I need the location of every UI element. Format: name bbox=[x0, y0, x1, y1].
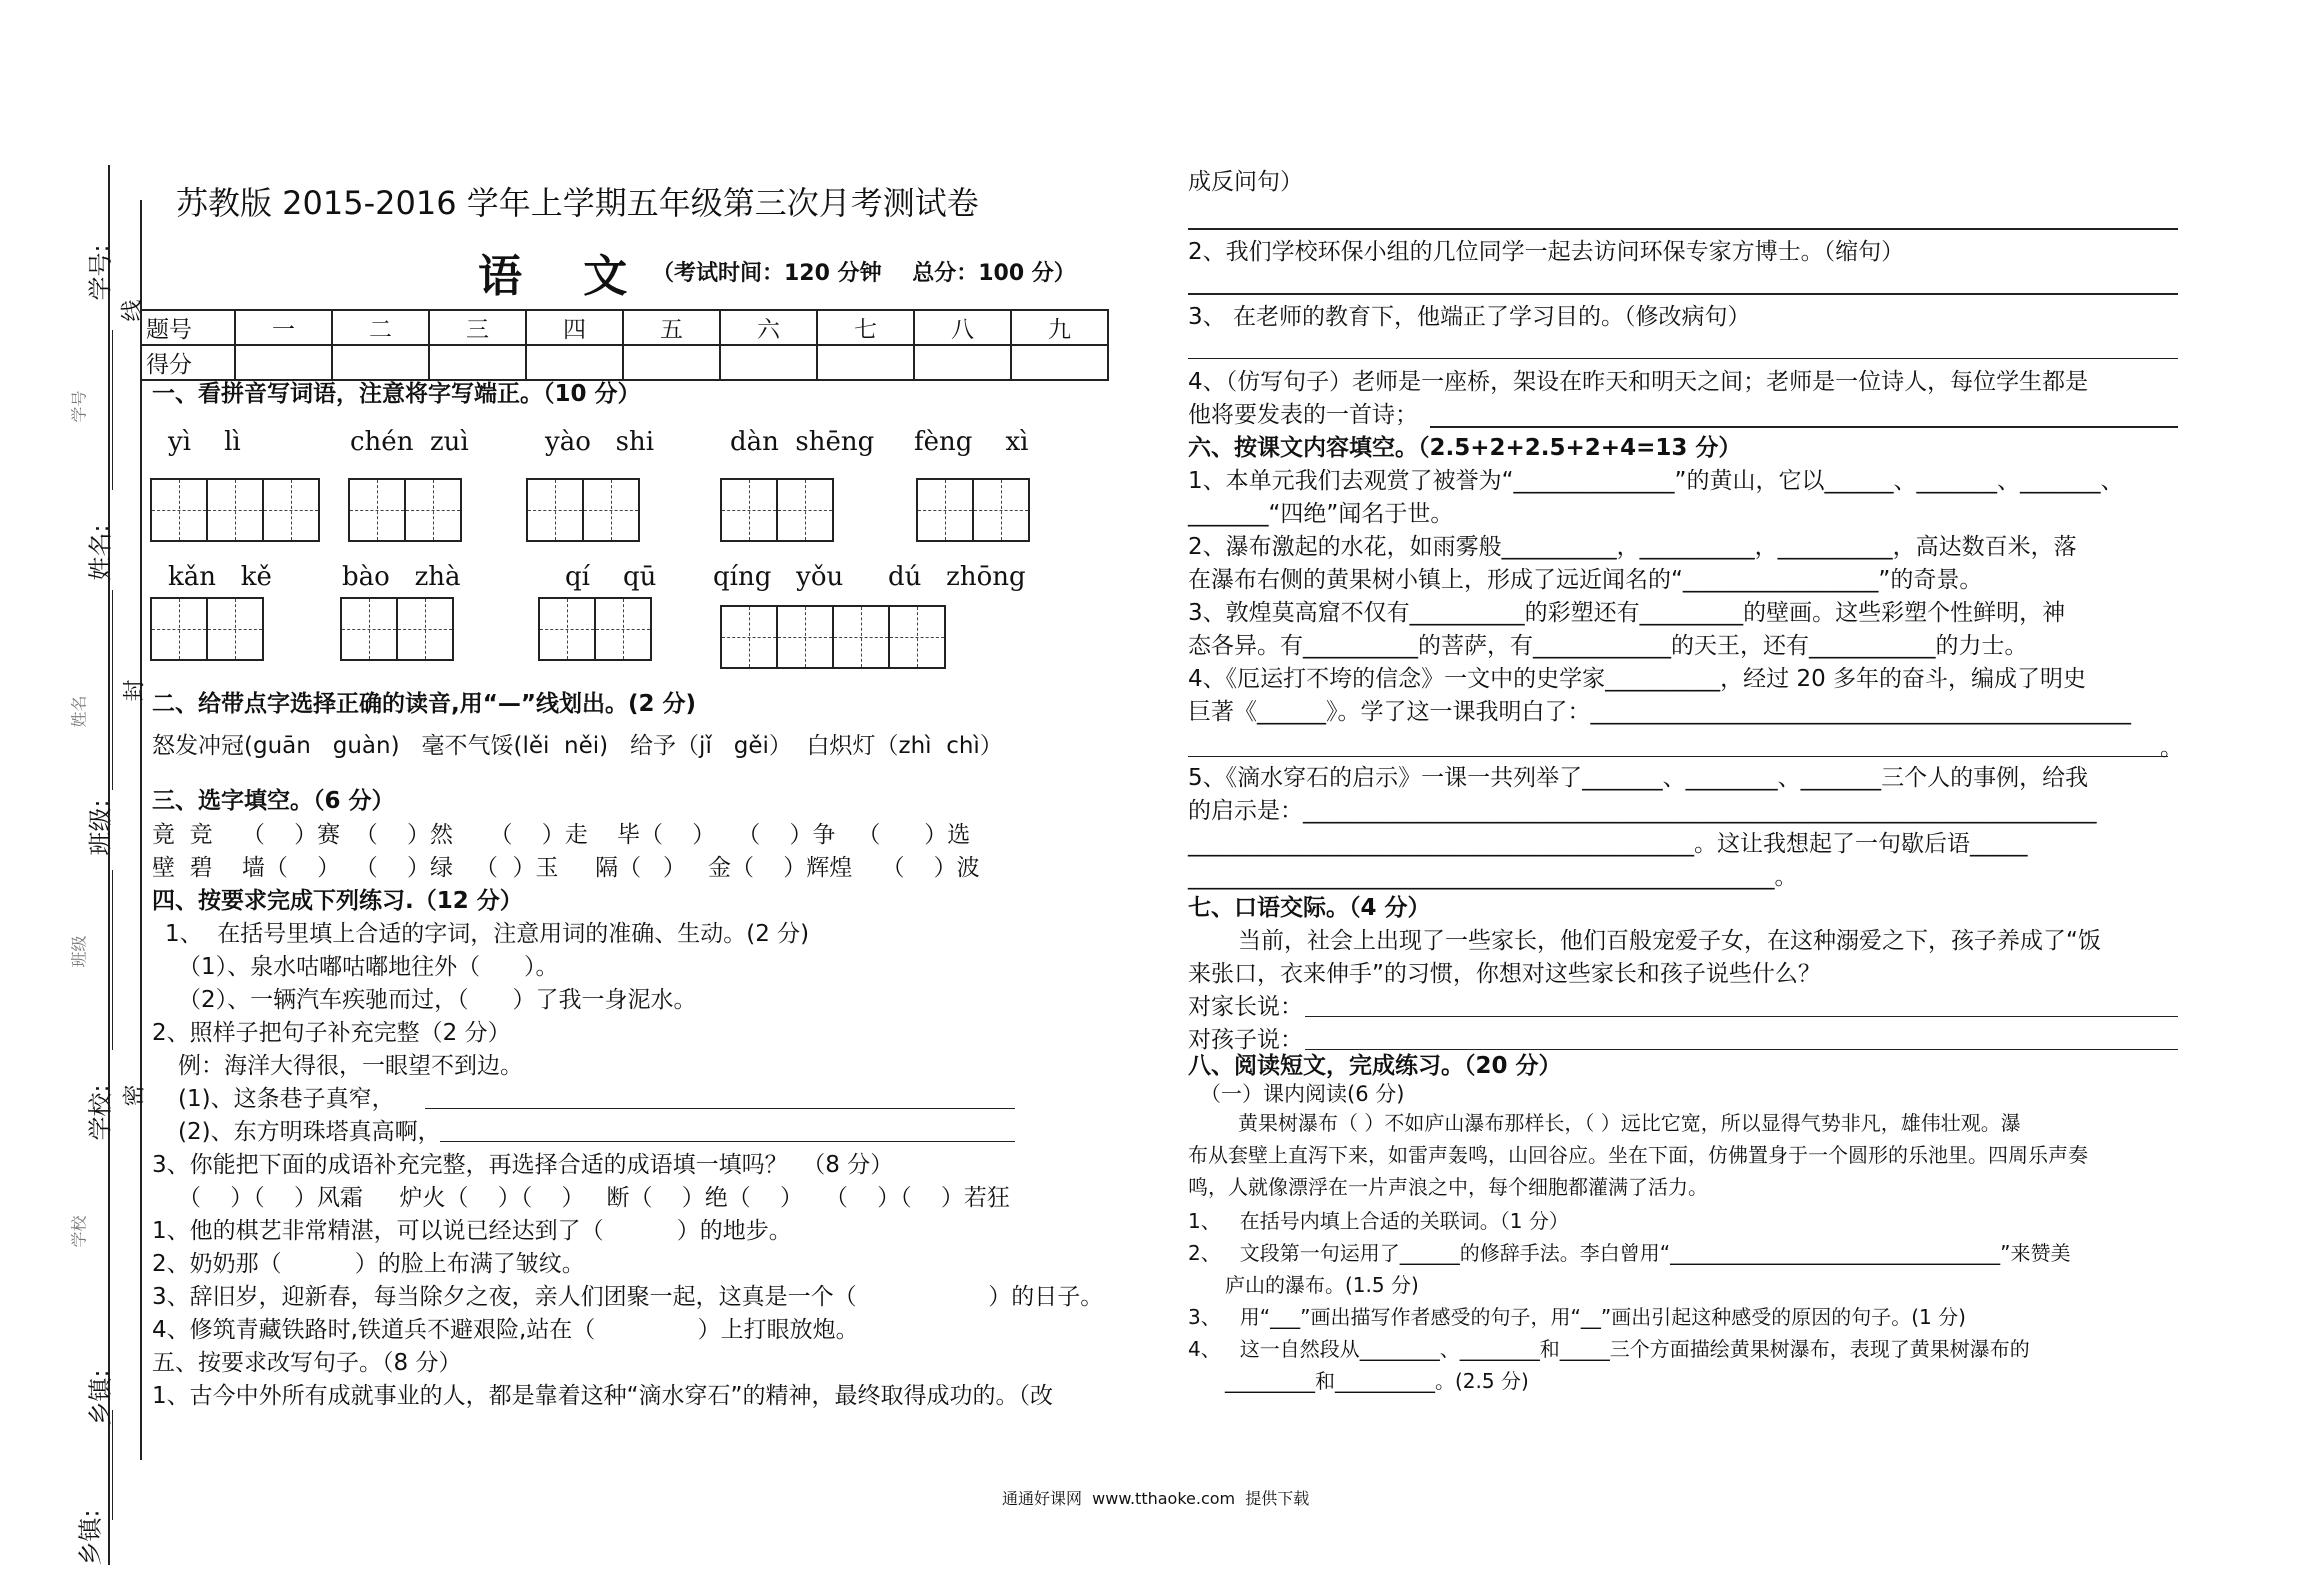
pinyin-label: qí qū bbox=[565, 562, 657, 592]
q6-4b: 巨著《______》。学了这一课我明白了：_______________________________________________ bbox=[1188, 699, 2131, 725]
score-input-cell[interactable] bbox=[332, 345, 429, 380]
writing-grid[interactable] bbox=[722, 605, 946, 669]
margin-fill-line-4 bbox=[112, 1410, 113, 1520]
section-2-heading: 二、给带点字选择正确的读音,用“—”线划出。(2 分) bbox=[152, 691, 697, 717]
q8-4b: _________和__________。(2.5 分) bbox=[1225, 1369, 1529, 1393]
q7-para-b: 来张口，衣来伸手”的习惯，你想对这些家长和孩子说些什么？ bbox=[1188, 961, 1821, 987]
margin-faint-label-2: 姓名 bbox=[69, 695, 89, 728]
pinyin-label: dú zhōng bbox=[888, 562, 1026, 592]
q5-1: 1、古今中外所有成就事业的人，都是靠着这种“滴水穿石”的精神，最终取得成功的。（改 bbox=[152, 1383, 1053, 1409]
margin-class-label: 班级: bbox=[86, 799, 115, 856]
pinyin-label: yì lì bbox=[168, 427, 241, 457]
writing-grid[interactable] bbox=[350, 478, 462, 542]
margin-town-label-2: 乡镇: bbox=[76, 1509, 105, 1566]
writing-grid[interactable] bbox=[918, 478, 1030, 542]
answer-line[interactable] bbox=[425, 1108, 1015, 1109]
margin-faint-label-4: 学校 bbox=[69, 1215, 89, 1248]
q4-3: 3、你能把下面的成语补充完整，再选择合适的成语填一填吗？ （8 分） bbox=[152, 1152, 894, 1178]
q6-1b: _______“四绝”闻名于世。 bbox=[1188, 501, 1454, 527]
margin-fill-line-3 bbox=[112, 870, 113, 1050]
pinyin-label: yào shi bbox=[545, 427, 655, 457]
margin-name-label: 姓名: bbox=[86, 524, 115, 581]
q7-to-children: 对孩子说： bbox=[1188, 1027, 1303, 1053]
q4-3a: 1、他的棋艺非常精湛，可以说已经达到了（ ）的地步。 bbox=[152, 1218, 792, 1244]
score-input-cell[interactable] bbox=[429, 345, 526, 380]
r-q4a: 4、（仿写句子）老师是一座桥，架设在昨天和明天之间；老师是一位诗人，每位学生都是 bbox=[1188, 369, 2089, 395]
section-3-line-2: 壁 碧 墙（ ） （ ）绿 （ ）玉 隔（ ） 金（ ）辉煌 （ ）波 bbox=[152, 855, 980, 881]
score-cell: 四 bbox=[526, 310, 623, 345]
answer-line[interactable] bbox=[1188, 756, 2168, 757]
q6-4c: 。 bbox=[2160, 735, 2183, 761]
q4-2-example: 例：海洋大得很，一眼望不到边。 bbox=[178, 1053, 523, 1079]
margin-fill-line-1 bbox=[112, 330, 113, 490]
margin-line-inner bbox=[140, 200, 142, 1460]
pinyin-label: chén zuì bbox=[350, 427, 469, 457]
margin-faint-label-3: 班级 bbox=[69, 935, 89, 968]
margin-student-number-label: 学号: bbox=[86, 244, 115, 301]
reading-para-3: 鸣，人就像漂浮在一片声浪之中，每个细胞都灌满了活力。 bbox=[1188, 1175, 1708, 1199]
q6-5a: 5、《滴水穿石的启示》一课一共列举了_______、________、_______三个人的事例，给我 bbox=[1188, 765, 2089, 791]
subject-title: 语 文 bbox=[478, 251, 628, 302]
score-cell: 三 bbox=[429, 310, 526, 345]
margin-town-label: 乡镇: bbox=[86, 1369, 115, 1426]
margin-seal-char: 封 bbox=[122, 679, 148, 702]
section-1-heading: 一、看拼音写词语，注意将字写端正。（10 分） bbox=[152, 381, 641, 407]
writing-grid[interactable] bbox=[722, 478, 834, 542]
q8-2b: 庐山的瀑布。(1.5 分) bbox=[1225, 1273, 1419, 1297]
score-input-cell[interactable] bbox=[914, 345, 1011, 380]
score-table-header-row bbox=[141, 310, 1108, 345]
q6-5d: ___________________________________________________。 bbox=[1188, 864, 1798, 890]
score-cell: 二 bbox=[332, 310, 429, 345]
exam-subtitle: （考试时间：120 分钟 总分：100 分） bbox=[652, 261, 1076, 286]
q4-3-idioms: （ ）（ ）风霜 炉火（ ）（ ） 断（ ）绝（ ） （ ）（ ）若狂 bbox=[178, 1185, 1010, 1211]
writing-grid[interactable] bbox=[152, 597, 264, 661]
margin-line-left bbox=[108, 165, 110, 1565]
margin-school-label: 学校: bbox=[86, 1084, 115, 1141]
score-table-score-row bbox=[141, 345, 1108, 380]
reading-para-1: 黄果树瀑布（ ）不如庐山瀑布那样长，（ ）远比它宽，所以显得气势非凡，雄伟壮观。瀑 bbox=[1238, 1111, 2021, 1135]
pinyin-label: bào zhà bbox=[342, 562, 461, 592]
section-3-heading: 三、选字填空。（6 分） bbox=[152, 788, 395, 814]
pinyin-label: kǎn kě bbox=[168, 562, 272, 592]
answer-line[interactable] bbox=[440, 1141, 1015, 1142]
section-2-line: 怒发冲冠(guān guàn) 毫不气馁(lěi něi) 给予（jǐ gěi） 白炽灯（zhì chì） bbox=[152, 733, 1003, 759]
q4-2b: (2)、东方明珠塔真高啊， bbox=[178, 1119, 441, 1145]
writing-grid[interactable] bbox=[528, 478, 640, 542]
margin-faint-label-1: 学号 bbox=[69, 390, 89, 423]
margin-seal-line-char: 线 bbox=[120, 299, 146, 322]
q6-5b: 的启示是：_____________________________________________________________________ bbox=[1188, 798, 2097, 824]
score-cell: 七 bbox=[817, 310, 914, 345]
score-input-cell[interactable] bbox=[817, 345, 914, 380]
score-cell: 九 bbox=[1011, 310, 1108, 345]
section-8-heading: 八、阅读短文，完成练习。（20 分） bbox=[1188, 1053, 1562, 1079]
q8-1: 1、 在括号内填上合适的关联词。（1 分） bbox=[1188, 1209, 1569, 1233]
answer-line[interactable] bbox=[1188, 228, 2178, 230]
q6-3a: 3、敦煌莫高窟不仅有__________的彩塑还有_________的壁画。这些彩塑个性鲜明，神 bbox=[1188, 600, 2066, 626]
q4-1: 1、 在括号里填上合适的字词，注意用词的准确、生动。(2 分) bbox=[165, 921, 810, 947]
answer-line[interactable] bbox=[1305, 1016, 2178, 1017]
pinyin-label: qíng yǒu bbox=[713, 562, 844, 592]
q4-2: 2、照样子把句子补充完整（2 分） bbox=[152, 1020, 511, 1046]
section-3-line-1: 竟 竞 （ ）赛 （ ）然 （ ）走 毕（ ） （ ）争 （ ）选 bbox=[152, 822, 971, 848]
q4-3c: 3、辞旧岁，迎新春，每当除夕之夜，亲人们团聚一起，这真是一个（ ）的日子。 bbox=[152, 1284, 1104, 1310]
margin-secret-char: 密 bbox=[122, 1084, 148, 1107]
score-cell: 题号 bbox=[141, 310, 235, 345]
writing-grid[interactable] bbox=[540, 597, 652, 661]
score-input-cell[interactable] bbox=[526, 345, 623, 380]
section-7-heading: 七、口语交际。（4 分） bbox=[1188, 895, 1431, 921]
score-input-cell[interactable] bbox=[1011, 345, 1108, 380]
writing-grid[interactable] bbox=[342, 597, 454, 661]
r-q3: 3、 在老师的教育下，他端正了学习目的。（修改病句） bbox=[1188, 304, 1751, 330]
q6-3b: 态各异。有__________的菩萨，有____________的天王，还有___________的力士。 bbox=[1188, 633, 2028, 659]
score-table bbox=[140, 309, 1109, 381]
q8-3: 3、 用“___”画出描写作者感受的句子，用“__”画出引起这种感受的原因的句子。(1 分) bbox=[1188, 1305, 1966, 1329]
pinyin-label: fèng xì bbox=[914, 427, 1029, 457]
reading-para-2: 布从套壁上直泻下来，如雷声轰鸣，山回谷应。坐在下面，仿佛置身于一个圆形的乐池里。四周乐声奏 bbox=[1188, 1143, 2088, 1167]
score-input-cell[interactable] bbox=[235, 345, 332, 380]
r-line-0: 成反问句） bbox=[1188, 169, 1303, 195]
q4-3d: 4、修筑青藏铁路时,铁道兵不避艰险,站在（ ）上打眼放炮。 bbox=[152, 1317, 859, 1343]
answer-line[interactable] bbox=[1188, 358, 2178, 359]
pinyin-label: dàn shēng bbox=[730, 427, 875, 457]
section-8-sub: （一）课内阅读(6 分) bbox=[1200, 1082, 1405, 1106]
q7-para-a: 当前，社会上出现了一些家长，他们百般宠爱子女，在这种溺爱之下，孩子养成了“饭 bbox=[1238, 928, 2101, 954]
section-6-heading: 六、按课文内容填空。（2.5+2+2.5+2+4=13 分） bbox=[1188, 435, 1742, 461]
q4-3b: 2、奶奶那（ ）的脸上布满了皱纹。 bbox=[152, 1251, 585, 1277]
q7-to-parents: 对家长说： bbox=[1188, 994, 1303, 1020]
q8-2a: 2、 文段第一句运用了______的修辞手法。李白曾用“_________________________________”来赞美 bbox=[1188, 1241, 2071, 1265]
score-cell: 一 bbox=[235, 310, 332, 345]
q8-4a: 4、 这一自然段从________、________和_____三个方面描绘黄果树瀑布，表现了黄果树瀑布的 bbox=[1188, 1337, 2030, 1361]
score-input-cell[interactable] bbox=[623, 345, 720, 380]
q6-2b: 在瀑布右侧的黄果树小镇上，形成了远近闻名的“_________________”的奇景。 bbox=[1188, 567, 1983, 593]
answer-line[interactable] bbox=[1430, 426, 2178, 428]
q4-2a: (1)、这条巷子真窄， bbox=[178, 1086, 395, 1112]
margin-fill-line-2 bbox=[112, 590, 113, 790]
section-5-heading: 五、按要求改写句子。（8 分） bbox=[152, 1350, 462, 1376]
score-cell: 八 bbox=[914, 310, 1011, 345]
q6-4a: 4、《厄运打不垮的信念》一文中的史学家__________，经过 20 多年的奋斗，编成了明史 bbox=[1188, 666, 2087, 692]
r-q4b: 他将要发表的一首诗； bbox=[1188, 402, 1418, 428]
r-q2: 2、我们学校环保小组的几位同学一起去访问环保专家方博士。（缩句） bbox=[1188, 239, 1905, 265]
q6-1a: 1、本单元我们去观赏了被誉为“______________”的黄山，它以______、_______、_______、 bbox=[1188, 468, 2124, 494]
footer-source: 通通好课网 www.tthaoke.com 提供下载 bbox=[1002, 1489, 1310, 1508]
q6-2a: 2、瀑布激起的水花，如雨雾般__________，__________，__________，高达数百米，落 bbox=[1188, 534, 2077, 560]
q4-1a: （1）、泉水咕嘟咕嘟地往外（ ）。 bbox=[178, 954, 559, 980]
score-cell: 得分 bbox=[141, 345, 235, 380]
score-input-cell[interactable] bbox=[720, 345, 817, 380]
writing-grid[interactable] bbox=[152, 478, 320, 542]
exam-title: 苏教版 2015-2016 学年上学期五年级第三次月考测试卷 bbox=[176, 184, 979, 222]
answer-line[interactable] bbox=[1188, 293, 2178, 295]
section-4-heading: 四、按要求完成下列练习.（12 分） bbox=[152, 888, 523, 914]
q4-1b: （2）、一辆汽车疾驰而过，（ ）了我一身泥水。 bbox=[178, 987, 697, 1013]
score-cell: 五 bbox=[623, 310, 720, 345]
q6-5c: ____________________________________________。这让我想起了一句歇后语_____ bbox=[1188, 831, 2028, 857]
score-cell: 六 bbox=[720, 310, 817, 345]
